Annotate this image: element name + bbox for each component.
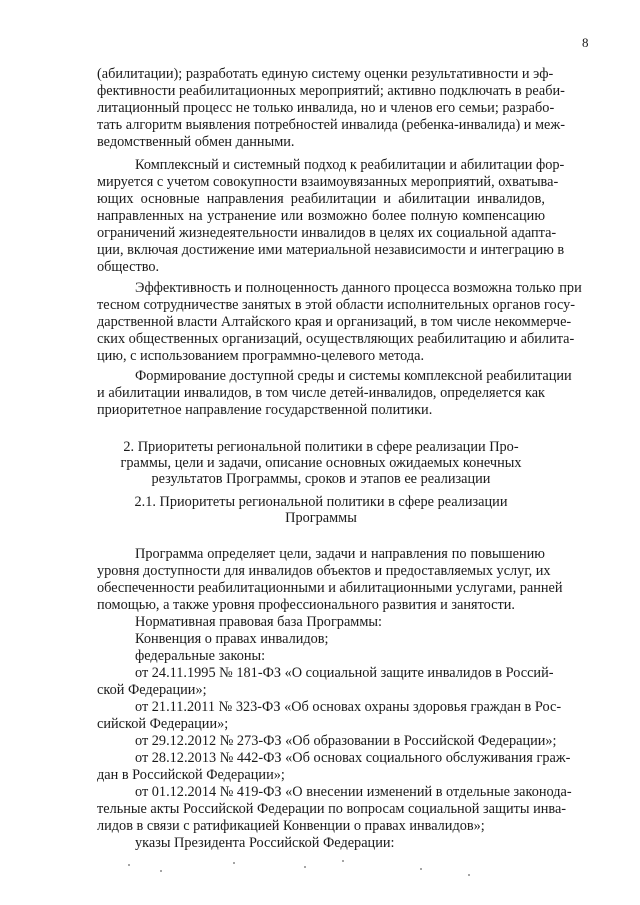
scan-speck xyxy=(160,870,162,872)
text-line: федеральные законы: xyxy=(135,648,266,664)
text-line: указы Президента Российской Федерации: xyxy=(135,835,395,851)
text-line: литационный процесс не только инвалида, но и членов его семьи; разрабо- xyxy=(97,100,555,116)
text-line: Комплексный и системный подход к реабилитации и абилитации фор- xyxy=(135,157,565,173)
scan-speck xyxy=(304,866,306,868)
scan-speck xyxy=(420,868,422,870)
section-heading: результатов Программы, сроков и этапов ее реализации xyxy=(151,471,491,487)
text-line: тать алгоритм выявления потребностей инвалида (ребенка-инвалида) и меж- xyxy=(97,117,566,133)
text-line: направленных на устранение или возможно более полную компенсацию xyxy=(97,208,545,224)
text-line: ской Федерации»; xyxy=(97,682,207,698)
text-line: фективности реабилитационных мероприятий; активно подключать в реаби- xyxy=(97,83,565,99)
text-line: помощью, а также уровня профессионального развития и занятости. xyxy=(97,597,515,613)
text-line: от 24.11.1995 № 181-ФЗ «О социальной защите инвалидов в Россий- xyxy=(135,665,554,681)
text-line: ограничений жизнедеятельности инвалидов в целях их социальной адапта- xyxy=(97,225,557,241)
scan-speck xyxy=(233,862,235,864)
text-line: мируется с учетом совокупности взаимоувязанных мероприятий, охватыва- xyxy=(97,174,559,190)
text-line: ведомственный обмен данными. xyxy=(97,134,295,150)
scan-speck xyxy=(468,874,470,876)
text-line: дарственной власти Алтайского края и организаций, в том числе некоммерче- xyxy=(97,314,572,330)
text-line: ских общественных организаций, осуществляющих реабилитацию и абилита- xyxy=(97,331,575,347)
text-line: тесном сотрудничестве занятых в этой области исполнительных органов госу- xyxy=(97,297,576,313)
text-line: тельные акты Российской Федерации по вопросам социальной защиты инва- xyxy=(97,801,567,817)
subsection-heading: 2.1. Приоритеты региональной политики в сфере реализации xyxy=(134,494,508,510)
text-line: общество. xyxy=(97,259,160,275)
text-line: от 21.11.2011 № 323-ФЗ «Об основах охраны здоровья граждан в Рос- xyxy=(135,699,562,715)
text-line: Конвенция о правах инвалидов; xyxy=(135,631,329,647)
text-line: уровня доступности для инвалидов объектов и предоставляемых услуг, их xyxy=(97,563,551,579)
text-line: цию, с использованием программно-целевого метода. xyxy=(97,348,425,364)
text-line: Эффективность и полноценность данного процесса возможна только при xyxy=(135,280,582,296)
scan-speck xyxy=(342,860,344,862)
text-line: Формирование доступной среды и системы комплексной реабилитации xyxy=(135,368,572,384)
scan-speck xyxy=(128,864,130,866)
text-line: ции, включая достижение ими материальной независимости и интеграцию в xyxy=(97,242,565,258)
text-line: (абилитации); разработать единую систему оценки результативности и эф- xyxy=(97,66,554,82)
text-line: лидов в связи с ратификацией Конвенции о правах инвалидов»; xyxy=(97,818,485,834)
text-line: приоритетное направление государственной политики. xyxy=(97,402,433,418)
text-line: от 01.12.2014 № 419-ФЗ «О внесении изменений в отдельные законода- xyxy=(135,784,572,800)
text-line: и абилитации инвалидов, в том числе детей-инвалидов, определяется как xyxy=(97,385,545,401)
text-line: от 29.12.2012 № 273-ФЗ «Об образовании в Российской Федерации»; xyxy=(135,733,557,749)
text-line: обеспеченности реабилитационными и абилитационными услугами, ранней xyxy=(97,580,563,596)
text-line: дан в Российской Федерации»; xyxy=(97,767,285,783)
subsection-heading: Программы xyxy=(285,510,357,526)
text-line: сийской Федерации»; xyxy=(97,716,229,732)
page-number: 8 xyxy=(582,35,589,50)
section-heading: 2. Приоритеты региональной политики в сфере реализации Про- xyxy=(123,439,519,455)
text-line: от 28.12.2013 № 442-ФЗ «Об основах социального обслуживания граж- xyxy=(135,750,571,766)
text-line: ющих основные направления реабилитации и абилитации инвалидов, xyxy=(97,191,545,207)
text-line: Нормативная правовая база Программы: xyxy=(135,614,382,630)
section-heading: граммы, цели и задачи, описание основных ожидаемых конечных xyxy=(120,455,522,471)
text-line: Программа определяет цели, задачи и направления по повышению xyxy=(135,546,545,562)
